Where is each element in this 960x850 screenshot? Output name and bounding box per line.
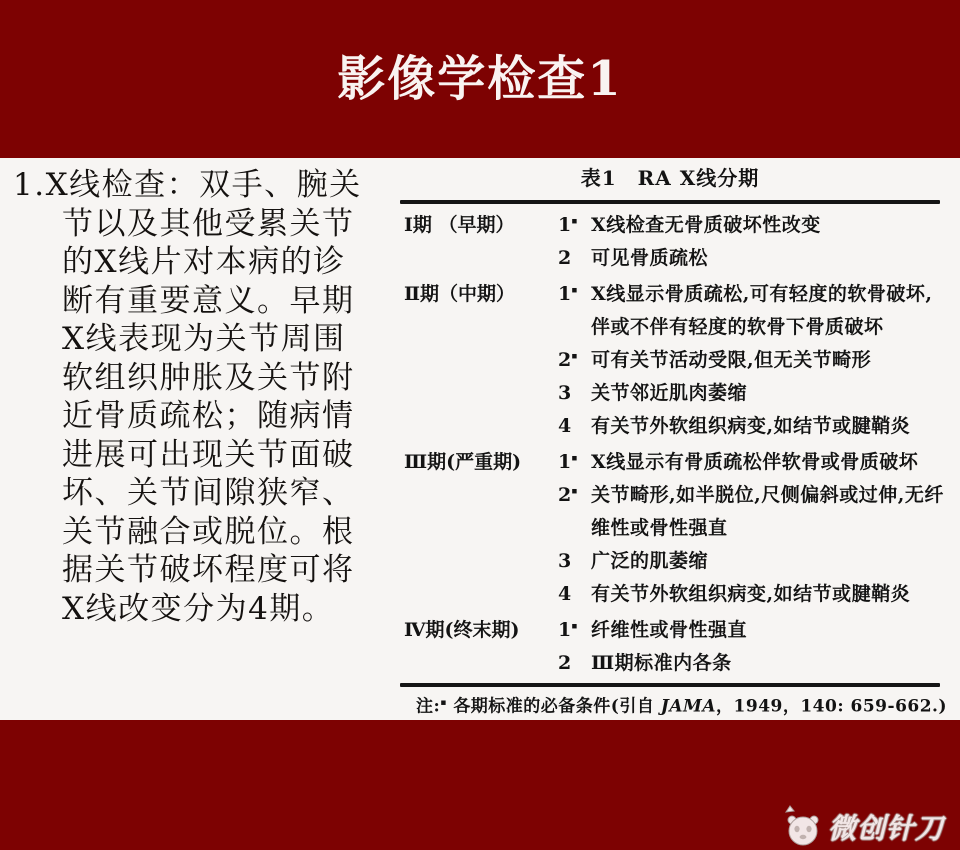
- criterion-item: [556, 410, 940, 443]
- required-criterion-marker: ▪: [571, 453, 578, 464]
- criterion-item: [556, 578, 940, 611]
- paragraph-line: X线改变分为4期。: [62, 590, 335, 627]
- criteria-list: [556, 209, 940, 275]
- table-body: [400, 204, 944, 683]
- paragraph-line: 1.X线检查：双手、腕关: [13, 167, 362, 203]
- ra-xray-staging-table: [400, 162, 948, 719]
- footnote-text: 各期标准的必备条件(引自: [453, 696, 661, 717]
- criterion-item: [556, 209, 940, 242]
- table-row: [400, 446, 944, 611]
- criterion-item: [556, 242, 940, 275]
- required-criterion-marker: ▪: [571, 486, 578, 497]
- criterion-item: [556, 344, 940, 377]
- criterion-text: 可有关节活动受限,但无关节畸形: [591, 349, 872, 371]
- table-row: [400, 278, 940, 443]
- criterion-text: 关节邻近肌肉萎缩: [591, 382, 748, 404]
- criterion-number: 2▪: [558, 349, 578, 371]
- criterion-number: 1▪: [558, 451, 578, 473]
- criterion-item: [556, 479, 944, 545]
- required-criterion-marker: ▪: [571, 216, 578, 227]
- paragraph-line: 近骨质疏松；随病情: [62, 398, 355, 434]
- criterion-text: X线显示骨质疏松,可有轻度的软骨破坏, 伴或不伴有轻度的软骨下骨质破坏: [591, 283, 933, 338]
- stage-label: Ⅱ期（中期）: [404, 283, 516, 305]
- stage-label: Ⅳ期(终末期): [404, 619, 520, 641]
- stage-label: Ⅰ期 （早期）: [404, 214, 515, 236]
- footnote-prefix: 注:: [416, 696, 441, 717]
- criterion-number: 1▪: [558, 619, 578, 641]
- criterion-item: [556, 278, 940, 344]
- criterion-text: 广泛的肌萎缩: [591, 550, 709, 572]
- criteria-list: [556, 278, 940, 443]
- title-band: [0, 0, 960, 158]
- criterion-text: Ⅲ期标准内各条: [591, 652, 732, 674]
- criterion-text: X线检查无骨质破坏性改变: [591, 214, 821, 236]
- criterion-number: 2: [558, 652, 572, 674]
- paragraph-line: 断有重要意义。早期: [62, 282, 355, 319]
- criterion-item: [556, 614, 940, 647]
- criterion-text: 关节畸形,如半脱位,尺侧偏斜或过伸,无纤 维性或骨性强直: [591, 484, 944, 539]
- criterion-text: 有关节外软组织病变,如结节或腱鞘炎: [591, 583, 911, 605]
- paragraph-line: 进展可出现关节面破: [62, 436, 355, 473]
- required-criterion-marker: ▪: [571, 351, 578, 362]
- stage-label: Ⅲ期(严重期): [404, 451, 522, 473]
- criterion-item: [556, 377, 940, 410]
- criterion-text: 纤维性或骨性强直: [591, 619, 748, 641]
- slide-title: 影像学检查1: [337, 51, 623, 107]
- content-area: [0, 158, 960, 845]
- criterion-item: [556, 446, 940, 479]
- table-title: 表1 RA X线分期: [580, 166, 760, 190]
- required-criterion-marker: ▪: [571, 621, 578, 632]
- table-footnote: [400, 687, 948, 719]
- criterion-number: 2: [558, 247, 572, 269]
- criterion-text: X线显示有骨质疏松伴软骨或骨质破坏: [591, 451, 919, 473]
- xray-exam-paragraph: [8, 166, 396, 628]
- required-criterion-marker: ▪: [571, 285, 578, 296]
- criterion-number: 4: [558, 583, 572, 605]
- paragraph-line: 节以及其他受累关节: [62, 205, 355, 242]
- criterion-number: 3: [558, 382, 572, 404]
- criterion-number: 2▪: [558, 484, 578, 506]
- criteria-list: [556, 446, 944, 611]
- criterion-text: 有关节外软组织病变,如结节或腱鞘炎: [591, 415, 911, 437]
- criterion-item: [556, 647, 940, 680]
- footnote-marker: ▪: [440, 698, 447, 708]
- journal-name: JAMA: [660, 696, 717, 717]
- paragraph-line: 据关节破坏程度可将: [62, 552, 355, 588]
- watermark-text: 微创针刀: [828, 812, 945, 845]
- criterion-number: 1▪: [558, 283, 578, 305]
- panda-face-icon: [778, 804, 828, 850]
- criterion-number: 3: [558, 550, 572, 572]
- paragraph-line: 坏、关节间隙狭窄、: [62, 475, 355, 511]
- criteria-list: [556, 614, 940, 680]
- watermark: [778, 804, 944, 850]
- paragraph-line: X线表现为关节周围: [62, 321, 346, 357]
- table-row: [400, 209, 940, 275]
- table-row: [400, 614, 940, 680]
- criterion-text: 可见骨质疏松: [591, 247, 709, 269]
- paragraph-line: 的X线片对本病的诊: [62, 244, 346, 280]
- criterion-item: [556, 545, 940, 578]
- criterion-number: 1▪: [558, 214, 578, 236]
- criterion-number: 4: [558, 415, 572, 437]
- paragraph-line: 软组织肿胀及关节附: [62, 359, 355, 396]
- footnote-citation: ，1949，140: 659-662.): [716, 696, 948, 717]
- paragraph-line: 关节融合或脱位。根: [62, 513, 355, 550]
